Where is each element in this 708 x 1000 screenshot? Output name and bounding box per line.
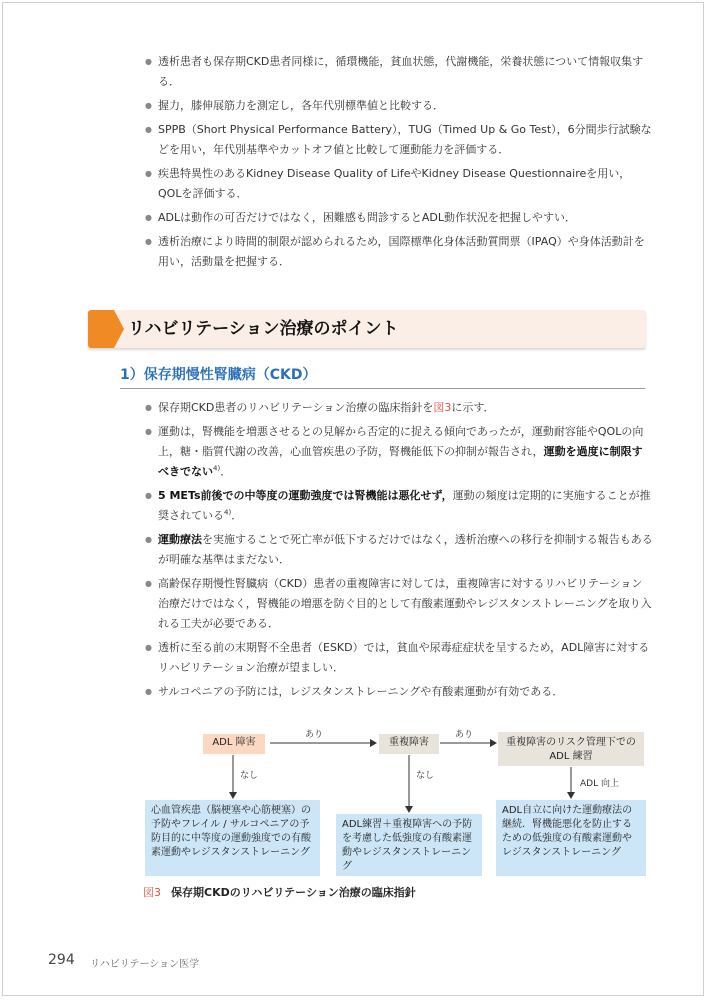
low-intensity-exercise-box: ADL練習＋重複障害への予防を考慮した低強度の有酸素運動やレジスタンストレーニング (336, 814, 482, 876)
list-item (145, 422, 653, 482)
citation-superscript: 4) (213, 464, 221, 473)
moderate-exercise-box: 心血管疾患（脳梗塞や心筋梗塞）の予防やフレイル / サルコペニアの予防目的に中等度の運動強度での有酸素運動やレジスタンストレーニング (145, 800, 320, 876)
bullet-text: 保存期CKD患者のリハビリテーション治療の臨床指針を (158, 401, 434, 414)
risk-managed-adl-box: 重複障害のリスク管理下での ADL 練習 (498, 732, 644, 766)
list-item (145, 530, 653, 570)
section-heading-tab (88, 310, 114, 348)
page-number: 294 (48, 952, 75, 968)
list-item: ● SPPB（Short Physical Performance Battery），TUG（Timed Up & Go Test），6分間歩行試験などを用い，年代別基準やカットオフ値と比較して運動能力を評価する． (145, 120, 653, 160)
list-item (145, 486, 653, 526)
figure-caption-text: 保存期CKDのリハビリテーション治療の臨床指針 (171, 886, 416, 899)
bullet-bold-text: 5 METs前後での中等度の運動強度では腎機能は悪化せず， (158, 489, 453, 502)
figure-number: 図3 (143, 886, 161, 899)
label-nashi: なし (416, 771, 435, 781)
label-ari: あり (455, 730, 474, 740)
bullet-text: に示す． (451, 401, 495, 414)
list-item: ● 透析患者も保存期CKD患者同様に，循環機能，貧血状態，代謝機能，栄養状態について情報収集する． (145, 52, 653, 92)
bullet-text: 運動の頻度は定期的に実施することが推奨されている (158, 489, 651, 522)
section-title: リハビリテーション治療のポイント (128, 319, 399, 339)
subsection-rule (120, 388, 645, 389)
bullet-bold-text: 運動を過度に制限すべきでない (158, 445, 643, 478)
bullet-text: ． (220, 465, 232, 478)
label-nashi: なし (240, 771, 259, 781)
evaluation-bullet-list (145, 52, 653, 276)
figure-caption (143, 884, 416, 900)
list-item: ● 高齢保存期慢性腎臓病（CKD）患者の重複障害に対しては，重複障害に対するリハビリテーション治療だけではなく，腎機能の増悪を防ぐ目的として有酸素運動やレジスタンストレーニングを取り入れる工夫が必要である． (145, 574, 653, 634)
adl-disorder-box: ADL 障害 (203, 734, 265, 754)
citation-superscript: 4) (224, 508, 232, 517)
label-ari: あり (305, 730, 324, 740)
list-item (145, 398, 653, 418)
adl-independence-exercise-box: ADL自立に向けた運動療法の継続．腎機能悪化を防止するための低強度の有酸素運動やレジスタンストレーニング (496, 800, 646, 876)
list-item: ● サルコペニアの予防には，レジスタンストレーニングや有酸素運動が有効である． (145, 682, 653, 702)
running-head: リハビリテーション医学 (90, 959, 200, 970)
overlap-disorder-box: 重複障害 (379, 734, 439, 754)
list-item: ● 握力，膝伸展筋力を測定し，各年代別標準値と比較する． (145, 96, 653, 116)
ckd-guideline-flowchart (140, 722, 650, 882)
bullet-bold-text: 運動療法 (158, 533, 202, 546)
list-item: ● 透析治療により時間的制限が認められるため，国際標準化身体活動質問票（IPAQ）や身体活動計を用い，活動量を把握する． (145, 232, 653, 272)
subsection-title: 1）保存期慢性腎臓病（CKD） (120, 367, 317, 383)
list-item: ● ADLは動作の可否だけではなく，困難感も問診するとADL動作状況を把握しやすい． (145, 208, 653, 228)
list-item: ● 透析に至る前の末期腎不全患者（ESKD）では，貧血や尿毒症症状を呈するため，ADL障害に対するリハビリテーション治療が望ましい． (145, 638, 653, 678)
label-adl-improvement: ADL 向上 (580, 779, 619, 789)
ckd-bullet-list (145, 398, 653, 706)
figure-reference: 図3 (433, 401, 452, 414)
bullet-text: を実施することで死亡率が低下するだけではなく，透析治療への移行を抑制する報告もあるが明確な基準はまだない． (158, 533, 653, 566)
bullet-text: ． (231, 509, 243, 522)
list-item: ● 疾患特異性のあるKidney Disease Quality of LifeやKidney Disease Questionnaireを用い，QOLを評価する． (145, 164, 653, 204)
bullet-text: 運動は，腎機能を増悪させるとの見解から否定的に捉える傾向であったが，運動耐容能やQOLの向上，糖・脂質代謝の改善，心血管疾患の予防，腎機能低下の抑制が報告され， (158, 425, 644, 458)
